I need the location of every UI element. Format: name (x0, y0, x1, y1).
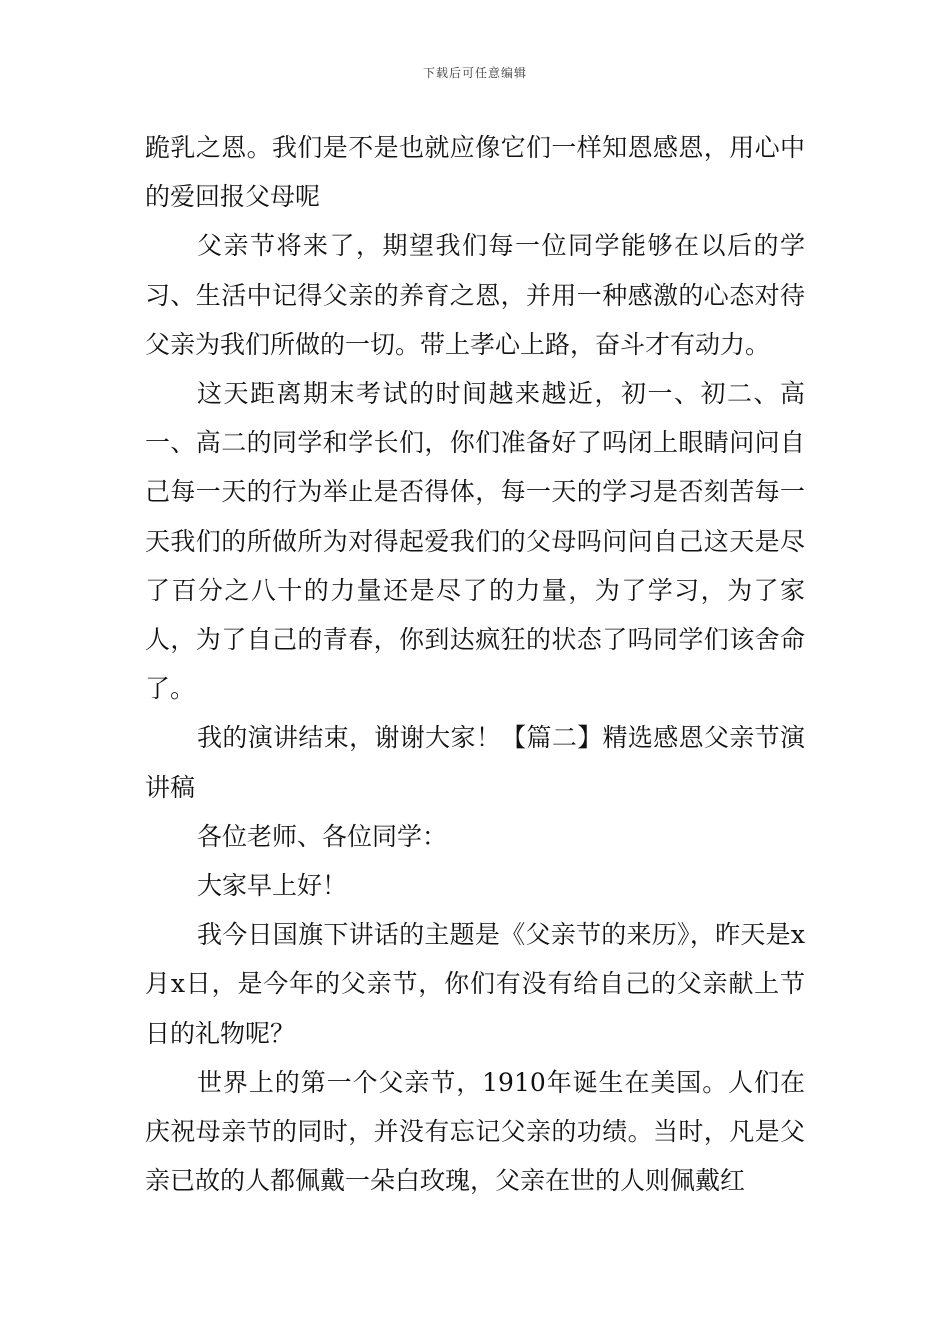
page-header-note: 下载后可任意编辑 (422, 66, 527, 80)
paragraph-8: 世界上的第一个父亲节，1910年诞生在美国。人们在庆祝母亲节的同时，并没有忘记父亲的功绩。当时，凡是父亲已故的人都佩戴一朵白玫瑰，父亲在世的人则佩戴红 (145, 1067, 805, 1196)
paragraph-6-greeting: 大家早上好！ (197, 871, 348, 901)
paragraph-4: 我的演讲结束，谢谢大家！【篇二】精选感恩父亲节演讲稿 (145, 723, 805, 802)
paragraph-7: 我今日国旗下讲话的主题是《父亲节的来历》，昨天是x月x日，是今年的父亲节，你们有没有给自己的父亲献上节日的礼物呢？ (145, 920, 805, 1048)
paragraph-2: 父亲节将来了，期望我们每一位同学能够在以后的学习、生活中记得父亲的养育之恩，并用一种感激的心态对待父亲为我们所做的一切。带上孝心上路，奋斗才有动力。 (145, 231, 805, 359)
paragraph-5-salutation: 各位老师、各位同学： (197, 821, 448, 851)
paragraph-3: 这天距离期末考试的时间越来越近，初一、初二、高一、高二的同学和学长们，你们准备好了吗闭上眼睛问问自己每一天的行为举止是否得体，每一天的学习是否刻苦每一天我们的所做所为对得起爱我们的父母吗问问自己这天是尽了百分之八十的力量还是尽了的力量，为了学习，为了家人，为了自己的青春，你到达疯狂的状态了吗同学们该舍命了。 (145, 379, 805, 704)
paragraph-1: 跪乳之恩。我们是不是也就应像它们一样知恩感恩，用心中的爱回报父母呢 (145, 133, 805, 212)
document-body (145, 123, 805, 1205)
